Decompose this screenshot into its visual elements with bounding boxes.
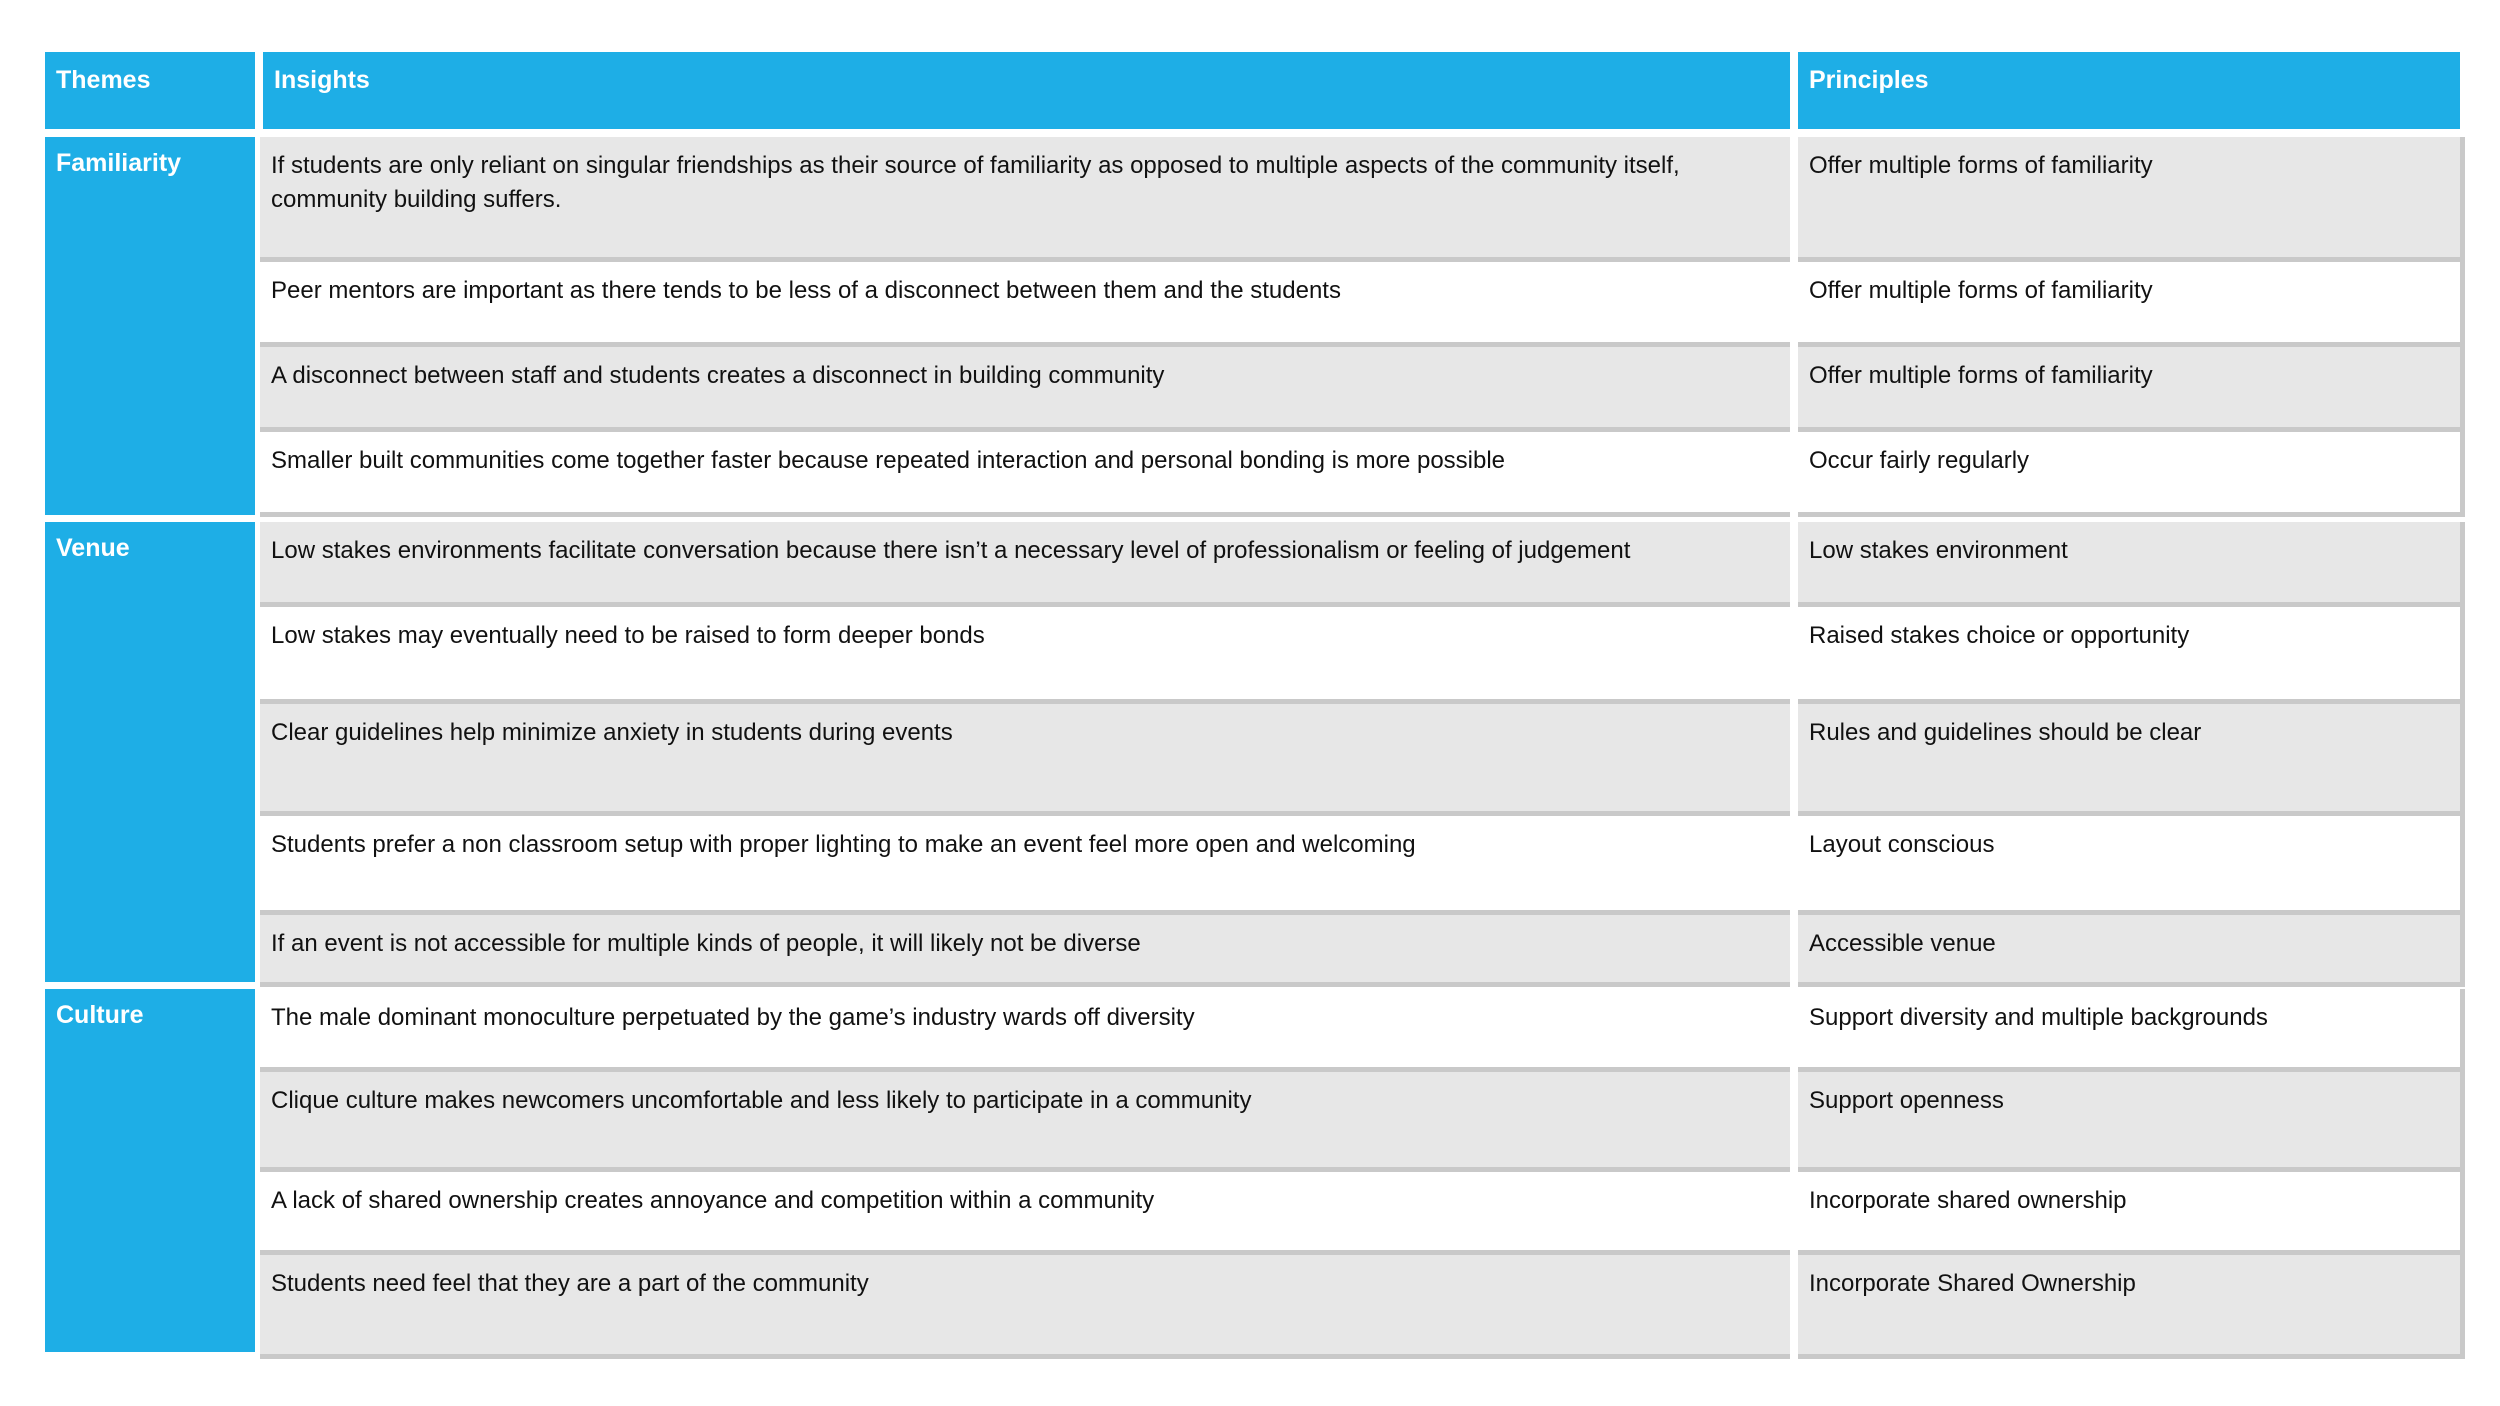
table-row-insight: Low stakes may eventually need to be raised to form deeper bonds bbox=[260, 607, 1790, 704]
table-row-insight: A disconnect between staff and students creates a disconnect in building community bbox=[260, 347, 1790, 432]
header-insights: Insights bbox=[263, 52, 1790, 129]
table-row-insight: Clique culture makes newcomers uncomfortable and less likely to participate in a community bbox=[260, 1072, 1790, 1172]
table-row-insight: If an event is not accessible for multiple kinds of people, it will likely not be diverse bbox=[260, 915, 1790, 987]
theme-culture: Culture bbox=[45, 989, 255, 1352]
table-row-principle: Raised stakes choice or opportunity bbox=[1798, 607, 2465, 704]
table-row-principle: Layout conscious bbox=[1798, 816, 2465, 915]
table-row-principle: Rules and guidelines should be clear bbox=[1798, 704, 2465, 816]
table-row-principle: Incorporate shared ownership bbox=[1798, 1172, 2465, 1255]
table-row-insight: Students need feel that they are a part of the community bbox=[260, 1255, 1790, 1359]
table-row-principle: Support diversity and multiple backgrounds bbox=[1798, 989, 2465, 1072]
table-row-principle: Incorporate Shared Ownership bbox=[1798, 1255, 2465, 1359]
table-row-insight: Peer mentors are important as there tends to be less of a disconnect between them and the students bbox=[260, 262, 1790, 347]
table-row-principle: Offer multiple forms of familiarity bbox=[1798, 137, 2465, 262]
header-themes: Themes bbox=[45, 52, 255, 129]
table-row-principle: Occur fairly regularly bbox=[1798, 432, 2465, 517]
table-row-principle: Offer multiple forms of familiarity bbox=[1798, 262, 2465, 347]
table-row-insight: A lack of shared ownership creates annoyance and competition within a community bbox=[260, 1172, 1790, 1255]
table-row-principle: Support openness bbox=[1798, 1072, 2465, 1172]
table-row-principle: Offer multiple forms of familiarity bbox=[1798, 347, 2465, 432]
table-row-principle: Accessible venue bbox=[1798, 915, 2465, 987]
theme-venue: Venue bbox=[45, 522, 255, 982]
table-row-principle: Low stakes environment bbox=[1798, 522, 2465, 607]
theme-familiarity: Familiarity bbox=[45, 137, 255, 515]
table-row-insight: Students prefer a non classroom setup with proper lighting to make an event feel more open and welcoming bbox=[260, 816, 1790, 915]
header-principles: Principles bbox=[1798, 52, 2460, 129]
table-row-insight: Clear guidelines help minimize anxiety in students during events bbox=[260, 704, 1790, 816]
table-row-insight: If students are only reliant on singular friendships as their source of familiarity as opposed to multiple aspects of the community itself, community building suffers. bbox=[260, 137, 1790, 262]
table-row-insight: The male dominant monoculture perpetuated by the game’s industry wards off diversity bbox=[260, 989, 1790, 1072]
table-row-insight: Smaller built communities come together faster because repeated interaction and personal bonding is more possible bbox=[260, 432, 1790, 517]
table-row-insight: Low stakes environments facilitate conversation because there isn’t a necessary level of professionalism or feeling of judgement bbox=[260, 522, 1790, 607]
